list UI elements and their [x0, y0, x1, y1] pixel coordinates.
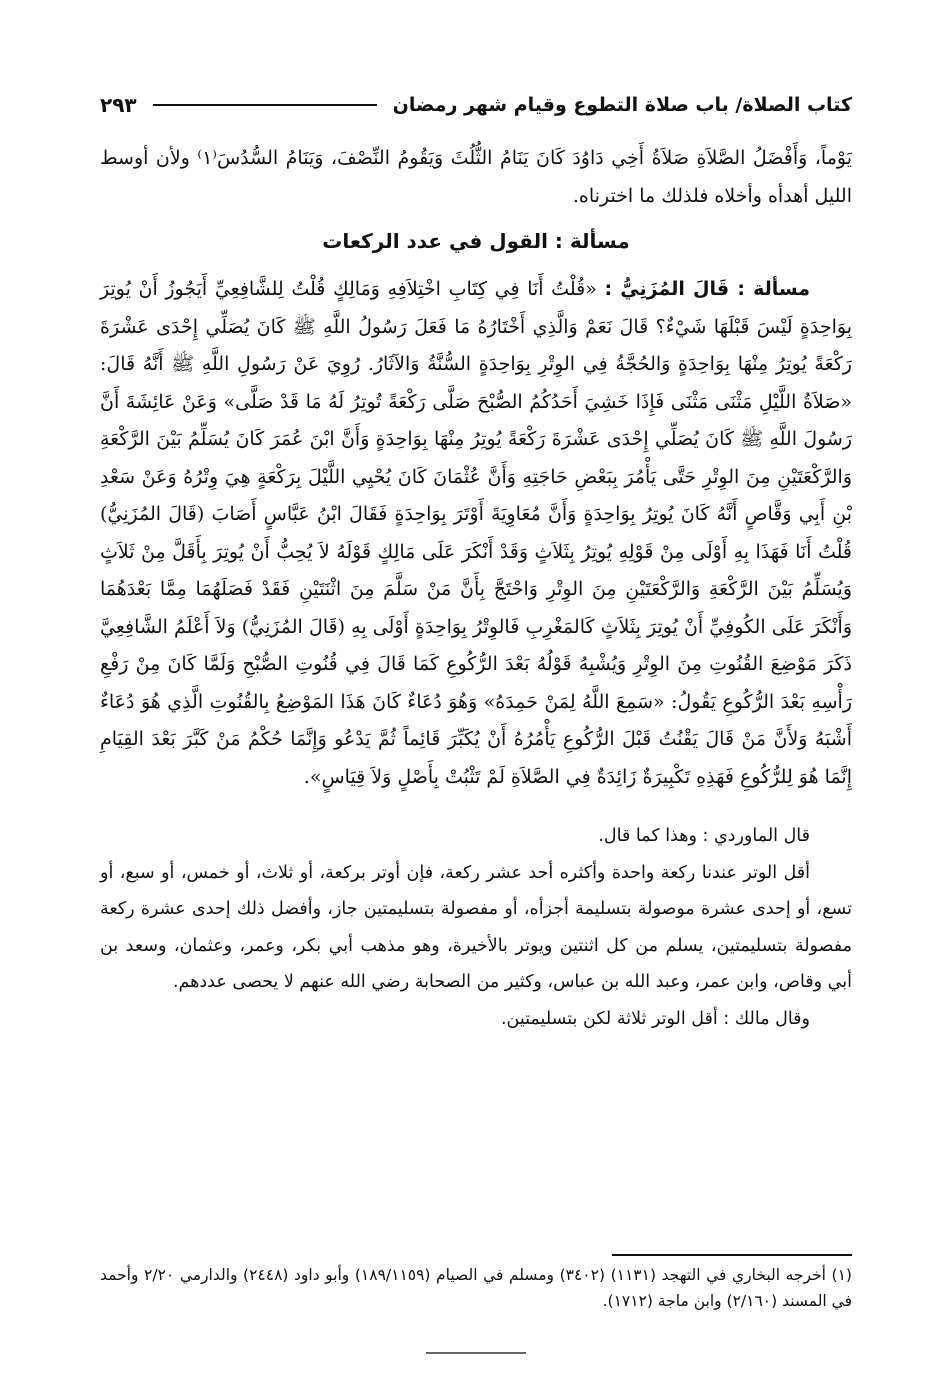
matn-paragraph — [100, 271, 852, 796]
section-heading: مسألة : القول في عدد الركعات — [322, 229, 630, 253]
header-rule — [153, 104, 377, 106]
paragraph-gap — [100, 796, 852, 818]
footnote-separator — [612, 1254, 852, 1256]
opening-paragraph: يَوْماً، وَأَفْضَلُ الصَّلاَةِ صَلاَةُ أَخِي دَاوُدَ كَانَ يَنَامُ الثُّلُثَ وَيَقُومُ النِّصْفَ، وَيَنَامُ السُّدُسَ⁽١⁾ ولأن أوسط الليل أهدأه وأخلاه فلذلك ما اخترناه. — [100, 147, 852, 207]
main-text — [100, 140, 852, 1037]
matn-lead: مسألة : قَالَ المُزَنِيُّ : — [604, 278, 811, 300]
page-number: ٢٩٣ — [100, 93, 137, 117]
commentary-paragraph-2: وقال مالك : أقل الوتر ثلاثة لكن بتسليمتين. — [500, 1008, 810, 1029]
running-header — [100, 88, 852, 122]
commentary-intro: قال الماوردي : وهذا كما قال. — [598, 826, 810, 846]
bottom-rule — [426, 1352, 526, 1354]
footnotes — [100, 1262, 852, 1314]
commentary — [100, 818, 852, 1037]
footnote-marker: (١) — [831, 1266, 852, 1284]
footnote-text: أخرجه البخاري في التهجد (١١٣١) (٣٤٠٢) ومسلم في الصيام (١٨٩/١١٥٩) وأبو داود (٢٤٤٨) والدارمي ٢/٢٠ وأحمد في المسند (٢/١٦٠) وابن ماجة (١٧١٢). — [100, 1266, 852, 1310]
matn-text: «قُلْتُ أَنَا فِي كِتَابِ اخْتِلاَفِهِ وَمَالِكٍ قُلْتُ لِلشَّافِعِيِّ أَيَجُوزُ أَنْ يُوتِرَ بِوَاحِدَةٍ لَيْسَ قَبْلَهَا شَيْءٌ؟ قَالَ نَعَمْ وَالَّذِي أَخْتَارُهُ مَا فَعَلَ رَسُولُ اللَّهِ ﷺ كَانَ يُصَلِّي إِحْدَى عَشْرَةَ رَكْعَةً يُوتِرُ مِنْهَا بِوَاحِدَةٍ وَالحُجَّةُ فِي الوِتْرِ بِوَاحِدَةٍ السُّنَّةُ وَالآثَارُ. رُوِيَ عَنْ رَسُولِ اللَّهِ ﷺ أَنَّهُ قَالَ: «صَلاَةُ اللَّيْلِ مَثْنَى مَثْنَى فَإِذَا خَشِيَ أَحَدُكُمُ الصُّبْحَ صَلَّى رَكْعَةً تُوتِرُ لَهُ مَا قَدْ صَلَّى» وَعَنْ عَائِشَةَ أَنَّ رَسُولَ اللَّهِ ﷺ كَانَ يُصَلِّي إِحْدَى عَشْرَةَ رَكْعَةً يُوتِرُ مِنْهَا بِوَاحِدَةٍ وَأَنَّ ابْنَ عُمَرَ كَانَ يُسَلِّمُ بَيْنَ الرَّكْعَةِ وَالرَّكْعَتَيْنِ مِنَ الوِتْرِ حَتَّى يَأْمُرَ بِبَعْضِ حَاجَتِهِ وَأَنَّ عُثْمَانَ كَانَ يُحْيِي اللَّيْلَ بِرَكْعَةٍ هِيَ وِتْرُهُ وَعَنْ سَعْدِ بْنِ أَبِي وَقَّاصٍ أَنَّهُ كَانَ يُوتِرُ بِوَاحِدَةٍ وَأَنَّ مُعَاوِيَةَ أَوْتَرَ بِوَاحِدَةٍ فَقَالَ ابْنُ عَبَّاسٍ أَصَابَ (قَالَ المُزَنِيُّ) قُلْتُ أَنَا فَهَذَا بِهِ أَوْلَى مِنْ قَوْلِهِ يُوتِرُ بِثَلاَثٍ وَقَدْ أَنْكَرَ عَلَى مَالِكٍ قَوْلَهُ لاَ يُحِبُّ أَنْ يُوتِرَ بِأَقَلَّ مِنْ ثَلاَثٍ وَيُسَلِّمُ بَيْنَ الرَّكْعَةِ وَالرَّكْعَتَيْنِ مِنَ الوِتْرِ وَاحْتَجَّ بِأَنَّ مَنْ سَلَّمَ مِنَ اثْنَتَيْنِ فَقَدْ فَصَلَهُمَا مِمَّا بَعْدَهُمَا وَأَنْكَرَ عَلَى الكُوفِيِّ أَنْ يُوتِرَ بِثَلاَثٍ كَالمَغْرِبِ فَالوِتْرُ بِوَاحِدَةٍ أَوْلَى بِهِ (قَالَ المُزَنِيُّ) وَلاَ أَعْلَمُ الشَّافِعِيَّ ذَكَرَ مَوْضِعَ القُنُوتِ مِنَ الوِتْرِ وَيُشْبِهُ قَوْلُهُ بَعْدَ الرُّكُوعِ كَمَا قَالَ فِي قُنُوتِ الصُّبْحِ وَلَمَّا كَانَ مِنْ رَفْعِ رَأْسِهِ بَعْدَ الرُّكُوعِ يَقُولُ: «سَمِعَ اللَّهُ لِمَنْ حَمِدَهُ» وَهُوَ دُعَاءٌ كَانَ هَذَا المَوْضِعُ بِالقُنُوتِ الَّذِي هُوَ دُعَاءٌ أَشْبَهُ وَلأَنَّ مَنْ قَالَ يَقْنُتُ قَبْلَ الرُّكُوعِ يَأْمُرُهُ أَنْ يُكَبِّرَ قَائِماً ثُمَّ يَدْعُو وَإِنَّمَا حُكْمُ مَنْ كَبَّرَ بَعْدَ القِيَامِ إِنَّمَا هُوَ لِلرُّكُوعِ فَهَذِهِ تَكْبِيرَةٌ زَائِدَةٌ فِي الصَّلاَةِ لَمْ تَثْبُتْ بِأَصْلٍ وَلاَ قِيَاسٍ». — [100, 278, 852, 788]
commentary-paragraph-1: أقل الوتر عندنا ركعة واحدة وأكثره أحد عشر ركعة، فإن أوتر بركعة، أو ثلاث، أو خمس، أو سبع، أو تسع، أو إحدى عشرة موصولة بتسليمة أجزأه، أو مفصولة بتسليمتين جاز، وأفضل ذلك إحدى عشرة ركعة مفصولة بتسليمتين، يسلم من كل اثنتين ويوتر بالأخيرة، وهو مذهب أبي بكر، وعمر، وعثمان، وسعد بن أبي وقاص، وابن عمر، وعبد الله بن عباس، وكثير من الصحابة رضي الله عنهم لا يحصى عددهم. — [100, 862, 852, 992]
running-title: كتاب الصلاة/ باب صلاة التطوع وقيام شهر رمضان — [392, 94, 852, 116]
footnote-item — [100, 1262, 852, 1314]
